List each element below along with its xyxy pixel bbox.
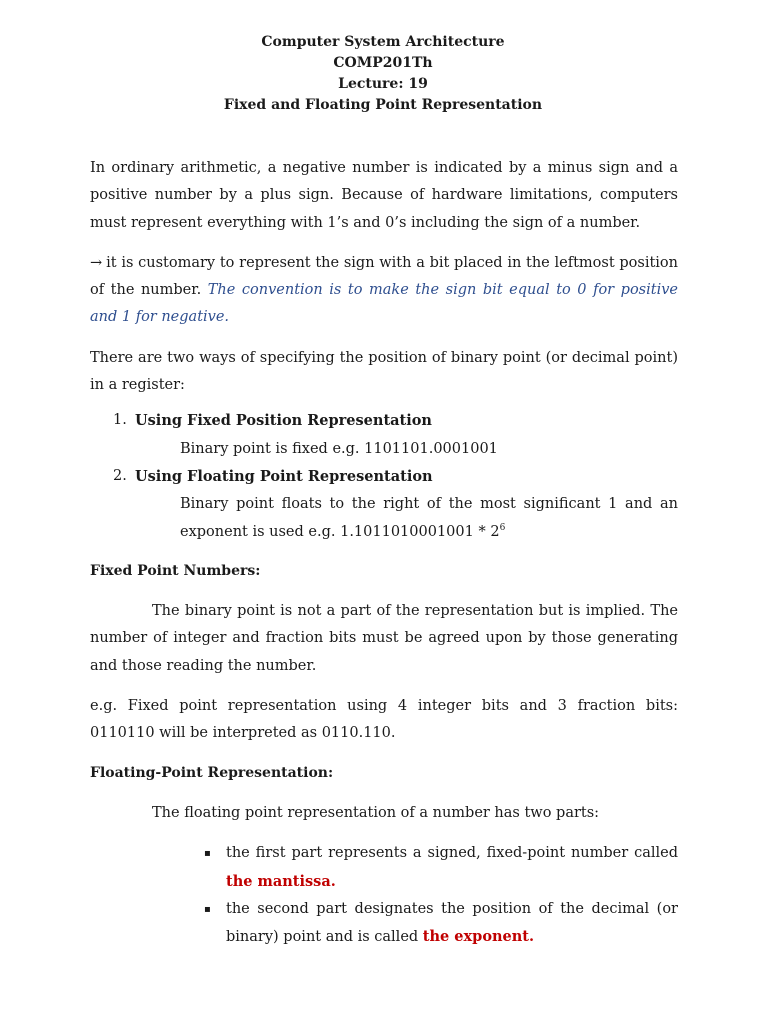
sign-paragraph-text: it is customary to represent the sign with a bit placed in the leftmost position of the number.: [90, 254, 678, 299]
bullet-text: the first part represents a signed, fixed-point number called: [226, 845, 678, 862]
fixed-point-example: e.g. Fixed point representation using 4 integer bits and 3 fraction bits: 0110110 will be interpreted as 0110.110.: [90, 698, 678, 742]
list-item: [90, 840, 678, 896]
exponent-highlight: the exponent.: [422, 928, 535, 946]
list-item: [90, 896, 678, 952]
document-page: [90, 32, 678, 951]
bullet-text: the second part designates the position of the decimal (or binary) point and is called: [226, 900, 678, 946]
list-item-number: 2.: [113, 467, 127, 484]
list-item-number: 1.: [113, 412, 127, 429]
ways-paragraph: There are two ways of specifying the position of binary point (or decimal point) in a register:: [90, 349, 678, 394]
square-bullet-icon: ▪: [204, 903, 211, 915]
sign-convention-text: The convention is to make the sign bit equal to 0 for positive and 1 for negative.: [90, 282, 678, 326]
fixed-point-heading: Fixed Point Numbers:: [90, 562, 261, 579]
right-arrow-icon: →: [90, 254, 103, 271]
fixed-example-text: Binary point is fixed e.g. 1101101.0001001: [180, 440, 498, 457]
floating-point-heading: Floating-Point Representation:: [90, 764, 334, 781]
list-item-description: [135, 436, 678, 463]
list-item: [90, 407, 678, 463]
list-item-title: Using Floating Point Representation: [135, 467, 433, 485]
list-item: [90, 463, 678, 546]
floating-example-text: Binary point floats to the right of the most significant 1 and an exponent is used e.g. 1.1011010001001 * 2: [180, 496, 678, 540]
intro-paragraph: In ordinary arithmetic, a negative number is indicated by a minus sign and a positive number by a plus sign. Because of hardware limitations, computers must represent everything with 1’s and 0’s including the sign of a number.: [90, 160, 678, 231]
floating-point-intro: The floating point representation of a number has two parts:: [152, 804, 600, 821]
square-bullet-icon: ▪: [204, 848, 211, 860]
representation-list: [90, 407, 678, 545]
lecture-number: Lecture: 19: [338, 76, 428, 92]
floating-point-bullets: [90, 840, 678, 951]
title-block: [88, 32, 678, 116]
exponent-superscript: 6: [499, 522, 506, 533]
fixed-point-paragraph: The binary point is not a part of the representation but is implied. The number of integer and fraction bits must be agreed upon by those generating and those reading the number.: [90, 603, 678, 674]
mantissa-highlight: the mantissa.: [226, 872, 336, 890]
lecture-topic: Fixed and Floating Point Representation: [223, 97, 543, 113]
list-item-title: Using Fixed Position Representation: [135, 412, 432, 430]
course-title: Computer System Architecture: [261, 34, 505, 50]
list-item-description: [135, 491, 678, 546]
course-code: COMP201Th: [333, 55, 433, 71]
sign-paragraph: [90, 250, 678, 332]
